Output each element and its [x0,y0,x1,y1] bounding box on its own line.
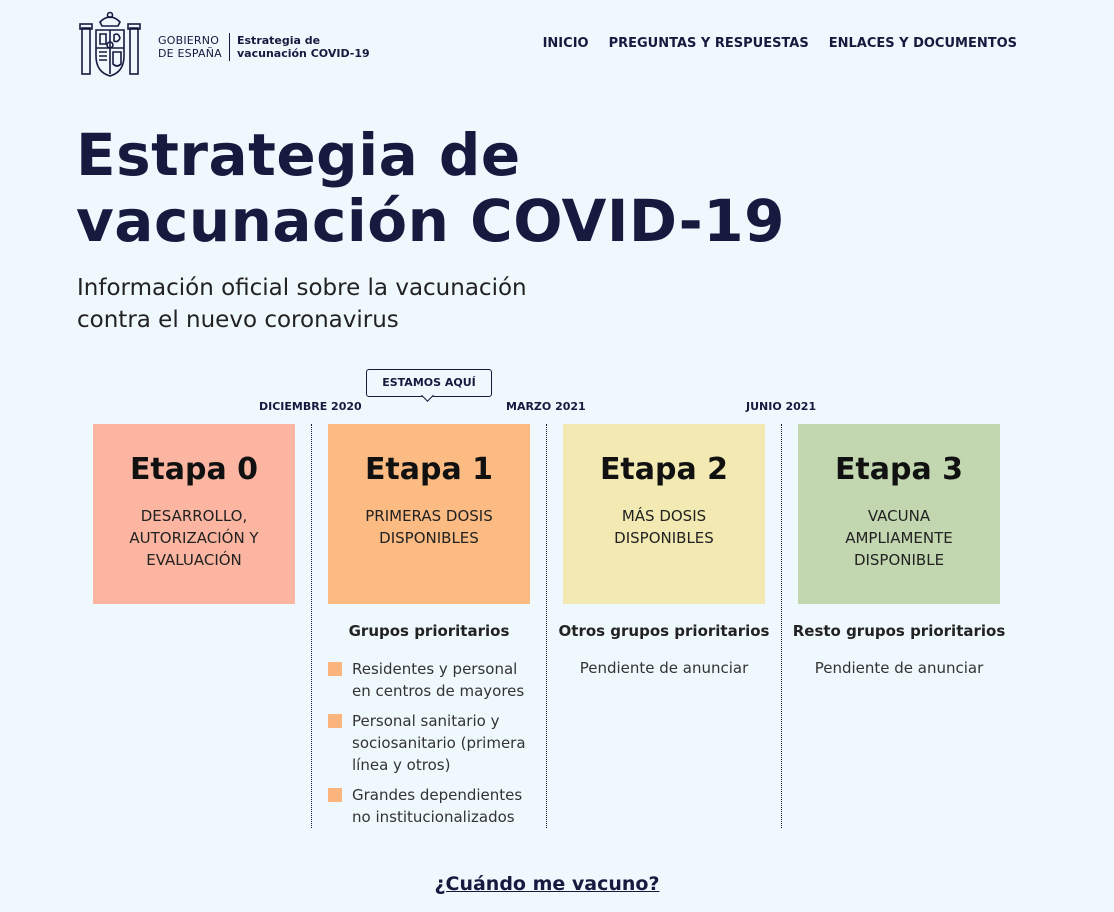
other-priority-groups-title: Otros grupos prioritarios [558,622,770,640]
site-name[interactable] [237,34,370,60]
page-subtitle [77,272,597,336]
page-title-line1: Estrategia de [76,121,521,189]
date-label-junio-2021: JUNIO 2021 [746,400,817,413]
list-item [328,710,538,776]
list-item [328,658,538,702]
header-divider [229,33,230,61]
nav-link-inicio[interactable]: INICIO [542,36,589,51]
government-label-line1: GOBIERNO [158,34,220,47]
site-name-line2: vacunación COVID-19 [237,47,370,60]
site-name-line1: Estrategia de [237,34,321,47]
timeline-divider [546,424,547,828]
when-vaccinated-link[interactable]: ¿Cuándo me vacuno? [434,873,660,895]
bullet-square-icon [328,662,342,676]
stage-card-1 [328,424,530,604]
stage-card-2 [563,424,765,604]
site-header [0,0,1114,90]
list-item-text: Grandes dependientes no institucionalizados [352,786,523,826]
stage-title: Etapa 2 [599,452,729,487]
page-subtitle-line1: Información oficial sobre la vacunación [77,275,527,301]
page-title-line2: vacunación COVID-19 [76,187,785,255]
page-title [76,122,876,254]
list-item-text: Personal sanitario y sociosanitario (primera línea y otros) [352,712,526,774]
list-item-text: Residentes y personal en centros de mayores [352,660,525,700]
stage-title: Etapa 3 [834,452,964,487]
priority-groups-title: Grupos prioritarios [348,622,510,640]
stage-card-3 [798,424,1000,604]
main-nav [543,36,1017,51]
timeline-divider [781,424,782,828]
status-text: Pendiente de anunciar [579,659,749,677]
date-label-marzo-2021: MARZO 2021 [506,400,586,413]
stage-description: MÁS DOSIS DISPONIBLES [614,507,714,547]
list-item [328,784,538,828]
bullet-square-icon [328,788,342,802]
status-text: Pendiente de anunciar [814,659,984,677]
timeline-divider [311,424,312,828]
stage-card-0 [93,424,295,604]
coat-of-arms-icon[interactable] [78,10,142,80]
bullet-square-icon [328,714,342,728]
stage-title: Etapa 0 [129,452,259,487]
current-stage-marker: ESTAMOS AQUÍ [366,369,492,397]
nav-link-enlaces-y-documentos[interactable]: ENLACES Y DOCUMENTOS [828,36,1017,51]
priority-groups-list [328,658,538,836]
government-label [158,34,222,60]
nav-link-preguntas-y-respuestas[interactable]: PREGUNTAS Y RESPUESTAS [608,36,809,51]
date-label-diciembre-2020: DICIEMBRE 2020 [259,400,362,413]
stage-description: PRIMERAS DOSIS DISPONIBLES [365,507,493,547]
stage-title: Etapa 1 [364,452,494,487]
government-label-line2: DE ESPAÑA [158,47,222,60]
stage-description: VACUNA AMPLIAMENTE DISPONIBLE [845,507,953,569]
stage-description: DESARROLLO, AUTORIZACIÓN Y EVALUACIÓN [129,507,259,569]
remaining-priority-groups-title: Resto grupos prioritarios [792,622,1006,640]
page-subtitle-line2: contra el nuevo coronavirus [77,307,399,333]
